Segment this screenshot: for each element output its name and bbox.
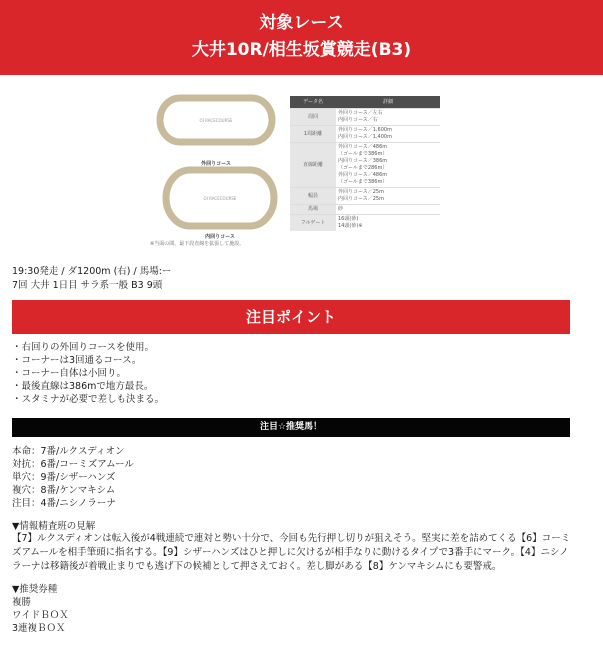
- row-key: 直線距離: [290, 143, 336, 188]
- row-val: 外回りコース／25m 内回りコース／25m: [336, 188, 440, 205]
- points-heading: 注目ポイント: [12, 300, 570, 334]
- analysis-body: 【7】ルクスディオンは転入後が4戦連続で連対と勢い十分で、今回も先行押し切りが狙えそう。堅実に差を詰めてくる【6】コーミズアムールを相手筆頭に指名する。【9】シザーハンズはひと押しに欠けるが相手なりに動けるタイプで3番手にマーク。【4】ニシノラーナは移籍後が着戦止まりでも逃げ下の候補として押さえておく。差し脚がある【8】ケンマキシムにも要警戒。: [12, 533, 571, 572]
- race-info-line2: 7回 大井 1日目 サラ系一般 B3 9頭: [12, 280, 163, 291]
- row-key: 幅員: [290, 188, 336, 205]
- table-row: [290, 215, 440, 232]
- bet-item: 複勝: [12, 597, 32, 608]
- table-header-val: 詳細: [336, 96, 440, 109]
- course-watermark-2: OI RACECOURSE: [203, 196, 237, 201]
- row-val: 16頭(砂) 14頭(砂)※: [336, 215, 440, 232]
- point-item: ・スタミナが必要で差しも決まる。: [12, 394, 165, 405]
- analysis-heading: ▼情報精査班の見解: [12, 521, 96, 532]
- point-item: ・最後直線は386mで地方最長。: [12, 381, 154, 392]
- table-row: [290, 143, 440, 188]
- table-row: [290, 109, 440, 126]
- pick-item: 注目：4番/ニシノラーナ: [12, 498, 116, 509]
- table-header-key: データ名: [290, 96, 336, 109]
- row-key: 周回: [290, 109, 336, 126]
- row-key: フルゲート: [290, 215, 336, 232]
- point-item: ・右回りの外回りコースを使用。: [12, 342, 155, 353]
- point-item: ・コーナー自体は小回り。: [12, 368, 127, 379]
- row-val: 外回りコース／1,600m 内回りコース／1,400m: [336, 126, 440, 143]
- row-key: 1周距離: [290, 126, 336, 143]
- row-val: 外回りコース／左右 内回りコース／右: [336, 109, 440, 126]
- row-key: 馬場: [290, 205, 336, 215]
- picks-heading: 注目☆推奨馬！: [12, 418, 570, 437]
- header-title: 対象レース: [259, 13, 344, 33]
- pick-item: 単穴：9番/シザーハンズ: [12, 472, 116, 483]
- bet-item: ワイドＢＯＸ: [12, 610, 69, 621]
- table-row: [290, 188, 440, 205]
- race-title: 大井10R/相生坂賞競走(B3): [191, 40, 412, 60]
- bet-item: 3連複ＢＯＸ: [12, 623, 66, 634]
- pick-item: 本命：7番/ルクスディオン: [12, 446, 125, 457]
- row-val: 砂: [336, 205, 440, 215]
- pick-item: 複穴：8番/ケンマキシム: [12, 485, 116, 496]
- header-banner: [0, 0, 603, 75]
- bets-heading: ▼推奨券種: [12, 584, 58, 595]
- outer-course-label: 外回りコース: [201, 161, 231, 167]
- row-val: 外回りコース／486m （ゴールまで386m） 内回りコース／386m （ゴールまで286m） 外回りコース／486m （ゴールまで386m）: [336, 143, 440, 188]
- table-row: [290, 126, 440, 143]
- course-data-table: [290, 96, 440, 231]
- course-map: [140, 90, 285, 250]
- course-caption: ※当面の間、最下段直線を拡張して施設。: [150, 241, 245, 247]
- inner-course-label: 内回りコース: [205, 234, 235, 240]
- race-info-line1: 19:30発走 / ダ1200m (右) / 馬場:ー: [12, 266, 172, 277]
- table-row: [290, 205, 440, 215]
- pick-item: 対抗：6番/コーミズアムール: [12, 459, 134, 470]
- course-watermark-1: OI RACECOURSE: [199, 118, 233, 123]
- course-figure: [140, 90, 440, 250]
- point-item: ・コーナーは3回通るコース。: [12, 355, 142, 366]
